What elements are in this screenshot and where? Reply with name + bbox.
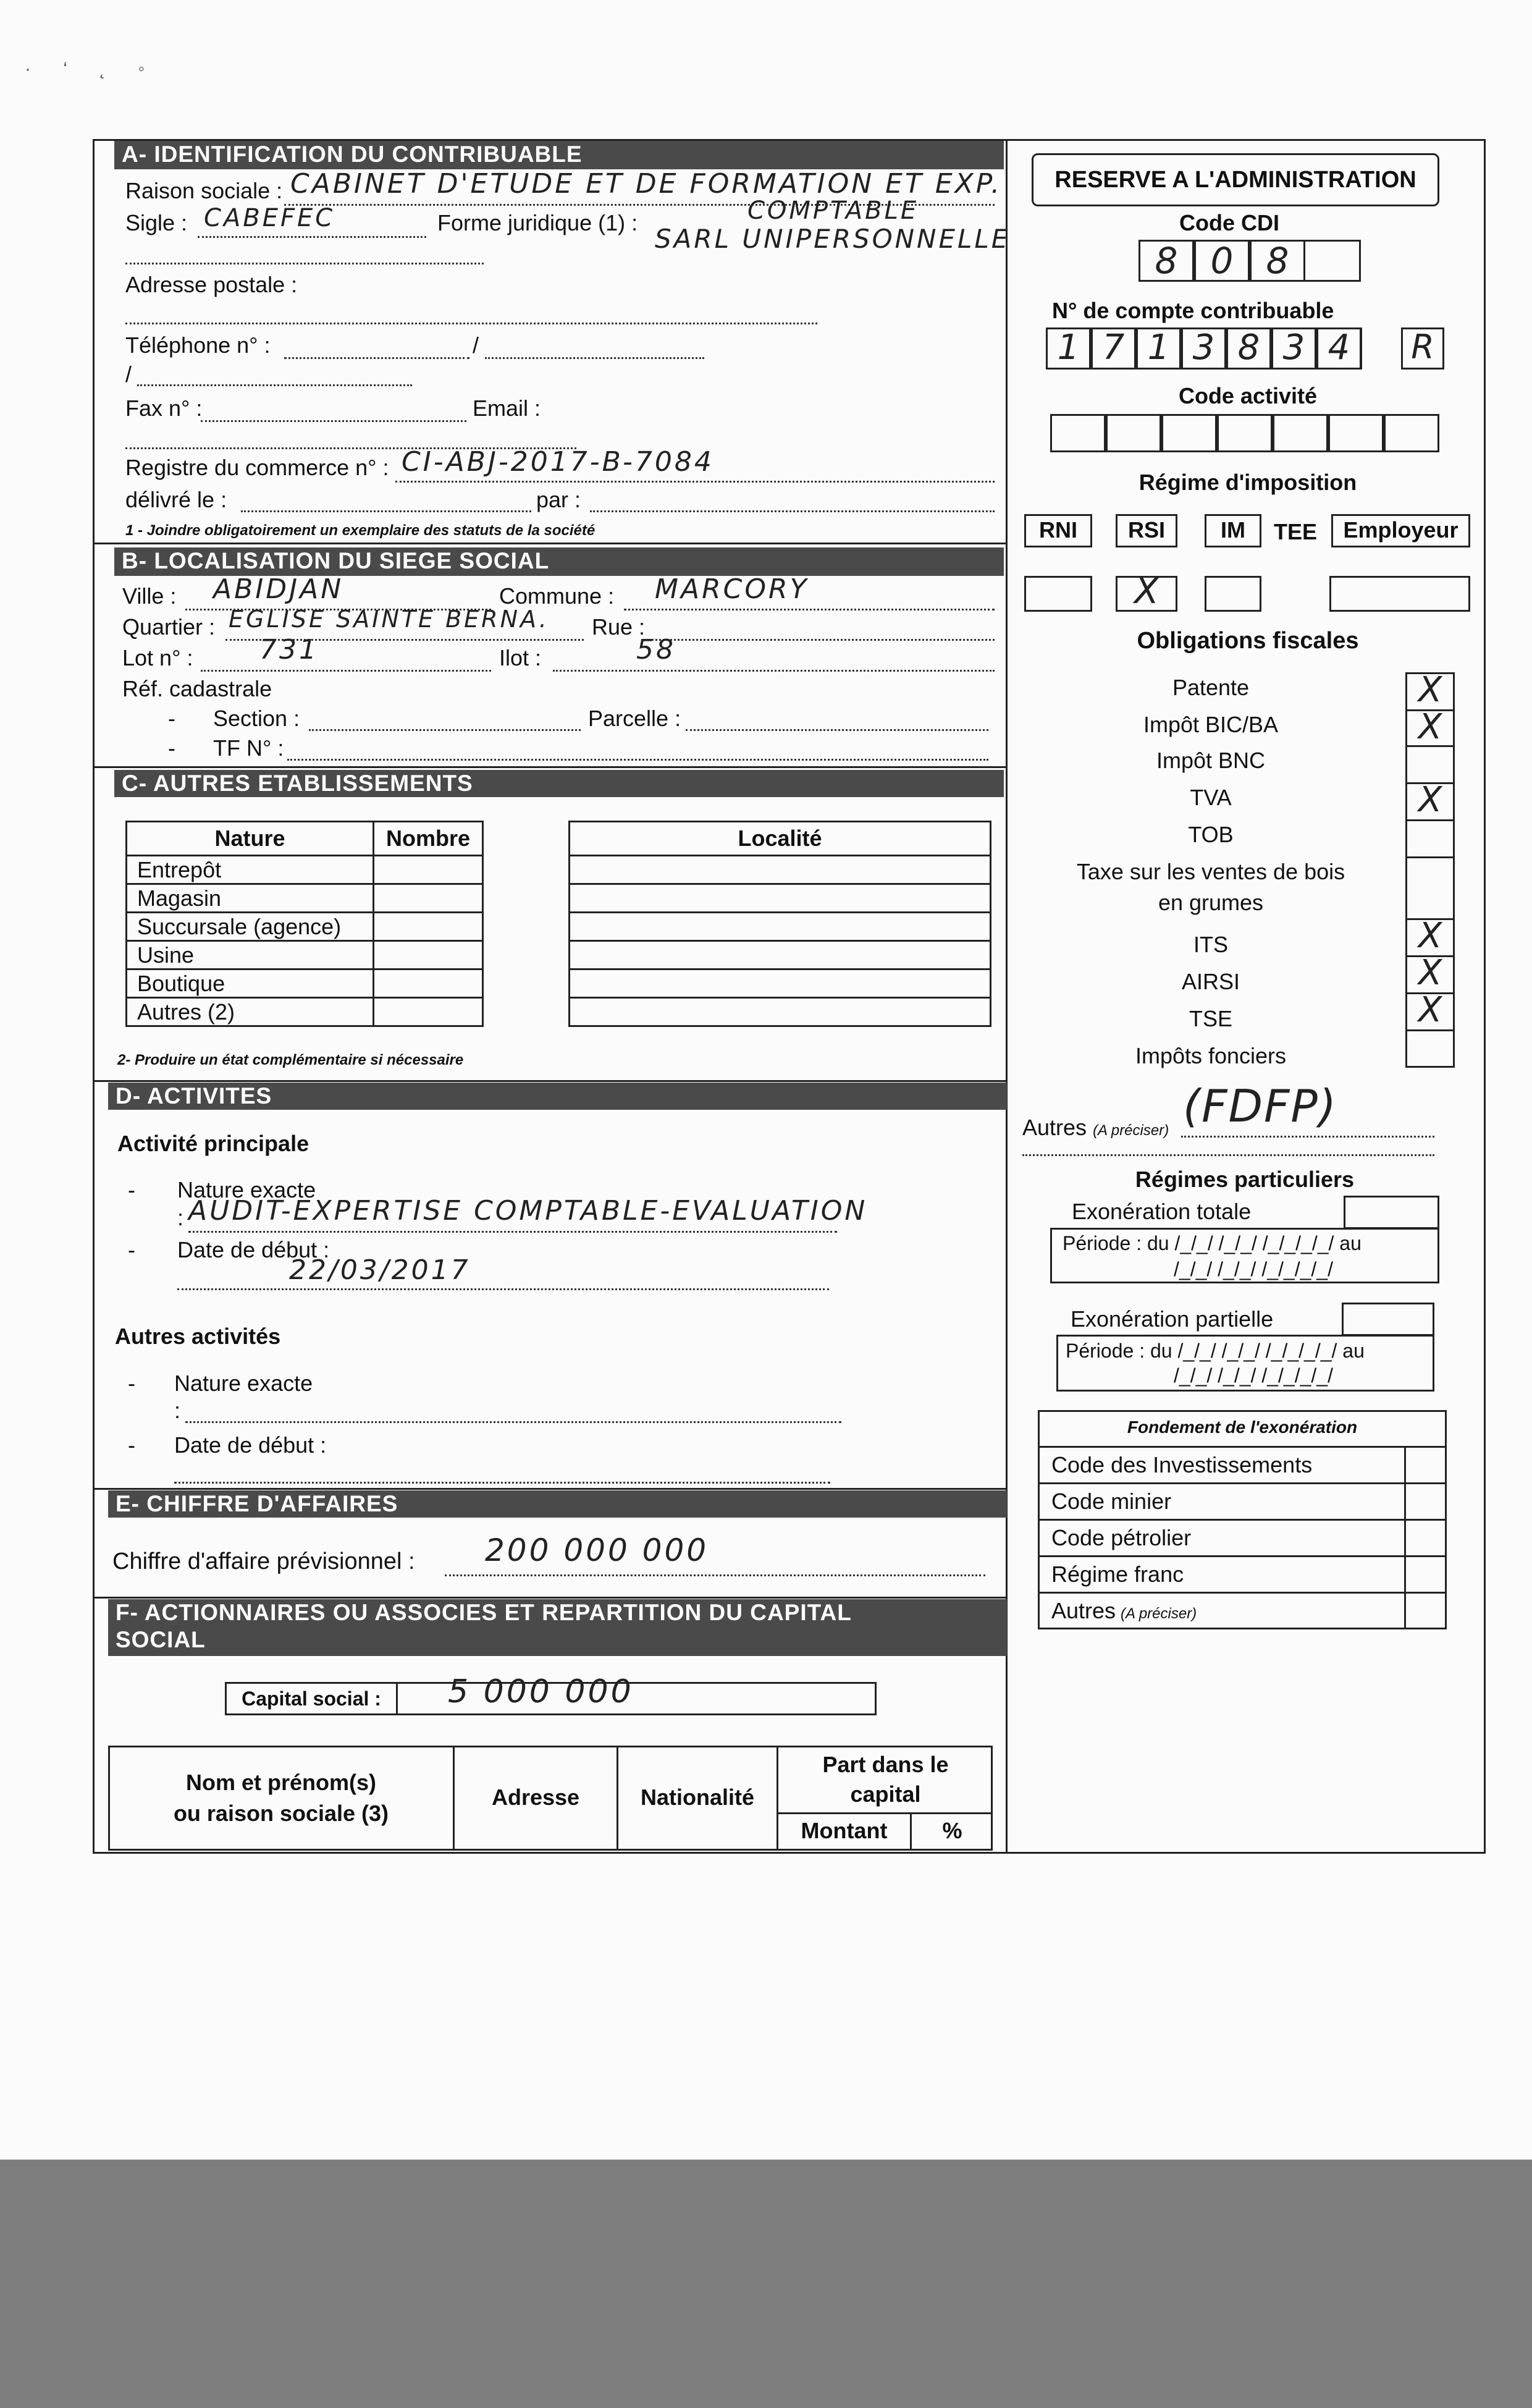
table-row (127, 884, 483, 913)
ca-value: 200 000 000 (485, 1532, 709, 1568)
tel-slash2: / (125, 361, 132, 387)
autres-line2 (1022, 1154, 1434, 1156)
obligation-label: ITS (1193, 932, 1228, 957)
section-d-header: D- ACTIVITES (108, 1083, 1007, 1110)
table-row (570, 856, 991, 884)
autres-text: Autres (1022, 1115, 1087, 1140)
activite-cell (1384, 414, 1439, 452)
regime-employeur-check (1329, 576, 1470, 612)
fondement-row-sep (1038, 1592, 1447, 1594)
col-part-line1: Part dans le (822, 1752, 949, 1777)
forme-value-line2: SARL UNIPERSONNELLE (655, 224, 1011, 254)
quartier-label: Quartier : (122, 614, 216, 640)
ville-value: ABIDJAN (213, 573, 344, 605)
row-label: Magasin (127, 884, 374, 913)
section-a-header: A- IDENTIFICATION DU CONTRIBUABLE (114, 141, 1004, 169)
commune-label: Commune : (499, 583, 615, 609)
obligations-label: Obligations fiscales (1137, 628, 1359, 654)
tf-line (287, 759, 988, 761)
checkbox-row-sep (1405, 856, 1455, 858)
obligation-label: Impôts fonciers (1135, 1043, 1287, 1068)
row-value (374, 856, 483, 884)
scan-background (0, 2160, 1532, 2408)
obligation-label: Patente (1172, 675, 1250, 700)
col-adresse: Adresse (491, 1785, 580, 1810)
row-value (570, 913, 991, 941)
autre-nature-label: Nature exacte (174, 1371, 313, 1396)
activite-cell (1161, 414, 1217, 452)
exo-partielle-check (1342, 1303, 1434, 1336)
col-nombre: Nombre (374, 822, 483, 856)
fondement-title: Fondement de l'exonération (1127, 1417, 1358, 1437)
autre-nature-line (185, 1421, 841, 1423)
fondement-text: Code pétrolier (1051, 1525, 1192, 1550)
section-b-bottom (93, 766, 1007, 768)
obligation-label: TOB (1188, 822, 1234, 847)
table-row (570, 884, 991, 913)
col-nom (111, 1767, 451, 1829)
obligation-label: Impôt BNC (1156, 748, 1266, 773)
sigle-label: Sigle : (125, 210, 188, 235)
table-row (127, 970, 483, 998)
sigle-line (198, 236, 426, 238)
autres-value: (FDFP) (1183, 1080, 1337, 1132)
commune-line (624, 609, 995, 610)
table-row (570, 970, 991, 998)
autre-debut-dash: - (128, 1432, 135, 1458)
par-line (590, 510, 995, 512)
section-c-note: 2- Produire un état complémentaire si nécessaire (117, 1052, 464, 1068)
assoc-row-sep (777, 1812, 993, 1814)
section-line (309, 729, 581, 731)
rc-line (395, 481, 995, 483)
exo-totale-label: Exonération totale (1072, 1199, 1252, 1224)
forme-label: Forme juridique (1) : (437, 210, 638, 235)
section-dash: - (168, 706, 175, 731)
tf-dash: - (168, 735, 175, 761)
section-e-bottom (93, 1597, 1007, 1599)
cdi-digit: 8 (1155, 240, 1178, 282)
col-part (778, 1750, 993, 1809)
compte-key: R (1411, 327, 1434, 366)
parcelle-label: Parcelle : (588, 706, 681, 731)
compte-digit: 4 (1328, 327, 1350, 368)
localite-table (568, 821, 991, 1027)
scan-specks: · ‘ ˛ ◦ (25, 59, 159, 79)
raison-value: CABINET D'ETUDE ET DE FORMATION ET EXP. (290, 168, 1003, 200)
table-row (570, 941, 991, 970)
ilot-label: Ilot : (499, 645, 542, 670)
obligation-label: TSE (1189, 1006, 1232, 1031)
row-value (374, 941, 483, 970)
obligation-mark: X (1418, 780, 1442, 820)
fondement-row-label (1051, 1525, 1191, 1551)
ilot-line (553, 670, 995, 672)
regime-employeur: Employeur (1331, 514, 1470, 547)
fondement-text: Régime franc (1051, 1561, 1184, 1587)
ref-cadastrale-label: Réf. cadastrale (122, 676, 272, 701)
exo-partielle-label: Exonération partielle (1071, 1306, 1274, 1332)
section-e-header: E- CHIFFRE D'AFFAIRES (108, 1490, 1007, 1518)
section-a-bottom (93, 543, 1007, 544)
regime-rsi-mark: X (1134, 570, 1159, 612)
table-row (570, 913, 991, 941)
section-f-header (108, 1599, 1007, 1656)
table-row (127, 856, 483, 884)
regime-rni: RNI (1024, 514, 1092, 547)
row-label: Entrepôt (127, 856, 374, 884)
etablissements-table (125, 821, 484, 1027)
row-value (570, 884, 991, 913)
fondement-row-sep (1038, 1446, 1447, 1448)
section-c-header: C- AUTRES ETABLISSEMENTS (114, 770, 1004, 797)
table-row (127, 998, 483, 1026)
compte-digit: 3 (1282, 327, 1305, 368)
quartier-value: EGLISE SAINTE BERNA. (229, 606, 549, 633)
lot-value: 731 (259, 634, 319, 665)
fondement-row-sep (1038, 1555, 1447, 1557)
regime-label: Régime d'imposition (1138, 470, 1357, 495)
adresse-label: Adresse postale : (125, 272, 298, 297)
fondement-row-sep (1038, 1519, 1447, 1521)
nature-label: Nature exacte (177, 1177, 316, 1202)
exo-totale-periode2: /_/_/ /_/_/ /_/_/_/_/ (1174, 1258, 1333, 1280)
fondement-text: Code des Investissements (1051, 1452, 1313, 1477)
rue-line (649, 639, 995, 641)
tel-line2 (485, 357, 704, 359)
col-nom-line2: ou raison sociale (3) (173, 1801, 389, 1826)
col-part-line2: capital (850, 1781, 921, 1807)
tf-label: TF N° : (213, 735, 284, 761)
raison-label: Raison sociale : (125, 178, 283, 203)
row-label: Succursale (agence) (127, 913, 374, 941)
section-a-note: 1 - Joindre obligatoirement un exemplaire des statuts de la société (125, 522, 596, 539)
fondement-autres-hint: (A préciser) (1121, 1605, 1197, 1622)
regimes-part-label: Régimes particuliers (1135, 1167, 1355, 1192)
obligation-mark: X (1418, 670, 1442, 710)
row-value (374, 970, 483, 998)
section-d-bottom (93, 1488, 1007, 1490)
obligation-mark: X (1418, 916, 1442, 956)
debut-label: Date de début : (177, 1237, 330, 1262)
activite-cell (1217, 414, 1273, 452)
section-f-title-line1: F- ACTIONNAIRES OU ASSOCIES ET REPARTITION DU CAPITAL (116, 1600, 852, 1625)
obligation-label: AIRSI (1181, 969, 1240, 994)
activite-cell (1106, 414, 1161, 452)
compte-digit: 1 (1147, 327, 1170, 368)
regime-tee: TEE (1274, 519, 1318, 544)
table-row (127, 941, 483, 970)
lot-line (201, 670, 491, 672)
regime-rsi: RSI (1116, 514, 1177, 547)
row-label: Usine (127, 941, 374, 970)
ca-label: Chiffre d'affaire prévisionnel : (112, 1548, 415, 1574)
autre-debut-label: Date de début : (174, 1432, 327, 1458)
fondement-row-label (1051, 1489, 1171, 1515)
forme-value-line1: COMPTABLE (747, 196, 919, 225)
delivre-line (241, 510, 531, 512)
autres-hint: (A préciser) (1093, 1122, 1169, 1139)
fondement-text: Autres (1051, 1598, 1116, 1623)
compte-digit: 1 (1057, 327, 1080, 368)
autre-nature-colon: : (174, 1398, 181, 1423)
activite-principale-label: Activité principale (117, 1131, 309, 1156)
code-cdi-label: Code CDI (1179, 210, 1279, 235)
regime-im: IM (1205, 514, 1261, 547)
nature-line (188, 1231, 837, 1233)
autres-label (1022, 1115, 1169, 1141)
fax-label: Fax n° : (125, 395, 203, 421)
autre-debut-line (174, 1482, 830, 1484)
compte-digit: 3 (1192, 327, 1215, 368)
row-value (570, 941, 991, 970)
obligation-mark: X (1418, 707, 1442, 747)
sigle-value: CABEFEC (204, 204, 335, 232)
section-b-header: B- LOCALISATION DU SIEGE SOCIAL (114, 547, 1004, 576)
tel-line1 (284, 357, 469, 359)
obligation-mark: X (1418, 990, 1442, 1030)
par-label: par : (536, 487, 581, 512)
debut-dash: - (128, 1237, 135, 1262)
code-activite-label: Code activité (1178, 383, 1318, 408)
col-nom-line1: Nom et prénom(s) (185, 1770, 377, 1795)
adresse-line (125, 323, 817, 324)
fax-line (201, 420, 466, 422)
email-label: Email : (473, 395, 541, 421)
col-montant: Montant (801, 1818, 888, 1843)
exo-totale-periode: Période : du /_/_/ /_/_/ /_/_/_/_/ au (1063, 1232, 1362, 1254)
row-value (570, 856, 991, 884)
regime-im-check (1205, 576, 1261, 612)
col-nature: Nature (127, 822, 374, 856)
activite-cell (1050, 414, 1106, 452)
admin-title: RESERVE A L'ADMINISTRATION (1054, 167, 1416, 193)
delivre-label: délivré le : (125, 487, 227, 512)
tel-label: Téléphone n° : (125, 332, 271, 358)
cdi-digit: 0 (1210, 240, 1234, 282)
section-c-bottom (93, 1080, 1007, 1082)
fondement-row-label (1051, 1561, 1184, 1587)
autres-activites-label: Autres activités (115, 1324, 281, 1349)
compte-digit: 7 (1102, 327, 1125, 368)
tel-line3 (137, 384, 412, 386)
obligation-mark: X (1418, 953, 1442, 993)
row-label: Autres (2) (127, 998, 374, 1026)
rc-value: CI-ABJ-2017-B-7084 (402, 446, 714, 478)
commune-value: MARCORY (655, 573, 809, 605)
nature-dash: - (128, 1177, 135, 1202)
fondement-row-label (1051, 1598, 1197, 1624)
compte-digit: 8 (1237, 327, 1260, 368)
activite-cell (1273, 414, 1328, 452)
rc-label: Registre du commerce n° : (125, 455, 389, 480)
exo-partielle-periode2: /_/_/ /_/_/ /_/_/_/_/ (1174, 1364, 1333, 1387)
row-value (374, 913, 483, 941)
section-label: Section : (213, 706, 300, 731)
obligation-label: Impôt BIC/BA (1143, 712, 1279, 737)
cdi-digit: 8 (1266, 240, 1289, 282)
capital-label: Capital social : (225, 1682, 398, 1715)
row-label: Boutique (127, 970, 374, 998)
ville-label: Ville : (122, 583, 177, 609)
obligation-label: TVA (1190, 785, 1232, 810)
ca-line (445, 1574, 985, 1576)
obligation-label: en grumes (1158, 890, 1264, 915)
exo-totale-check (1344, 1196, 1439, 1229)
row-value (374, 884, 483, 913)
col-localite: Localité (570, 822, 991, 856)
tel-slash1: / (473, 332, 479, 358)
lot-label: Lot n° : (122, 645, 193, 670)
exo-partielle-periode: Période : du /_/_/ /_/_/ /_/_/_/_/ au (1066, 1340, 1365, 1362)
sigle-line2 (125, 263, 484, 264)
regime-rni-check (1024, 576, 1092, 612)
capital-value: 5 000 000 (448, 1673, 634, 1710)
parcelle-line (686, 729, 988, 731)
debut-line (177, 1288, 829, 1290)
fondement-row-sep (1038, 1482, 1447, 1484)
nature-value: AUDIT-EXPERTISE COMPTABLE-EVALUATION (188, 1195, 868, 1227)
fondement-col-sep (1404, 1446, 1406, 1629)
nature-colon: : (177, 1205, 184, 1230)
debut-value: 22/03/2017 (289, 1254, 471, 1286)
col-pct: % (942, 1818, 962, 1843)
table-row (127, 913, 483, 941)
row-value (570, 998, 991, 1026)
obligation-label: Taxe sur les ventes de bois (1076, 859, 1345, 884)
col-nationalite: Nationalité (640, 1785, 755, 1810)
row-value (570, 970, 991, 998)
fondement-text: Code minier (1051, 1489, 1172, 1514)
fondement-row-label (1051, 1452, 1312, 1478)
autres-line (1181, 1136, 1434, 1138)
autre-nature-dash: - (128, 1371, 135, 1396)
ilot-value: 58 (636, 634, 676, 665)
table-row (570, 998, 991, 1026)
row-value (374, 998, 483, 1026)
rue-label: Rue : (592, 614, 646, 640)
activite-cell (1328, 414, 1384, 452)
compte-label: N° de compte contribuable (1052, 298, 1334, 323)
section-f-title-line2: SOCIAL (116, 1627, 206, 1652)
